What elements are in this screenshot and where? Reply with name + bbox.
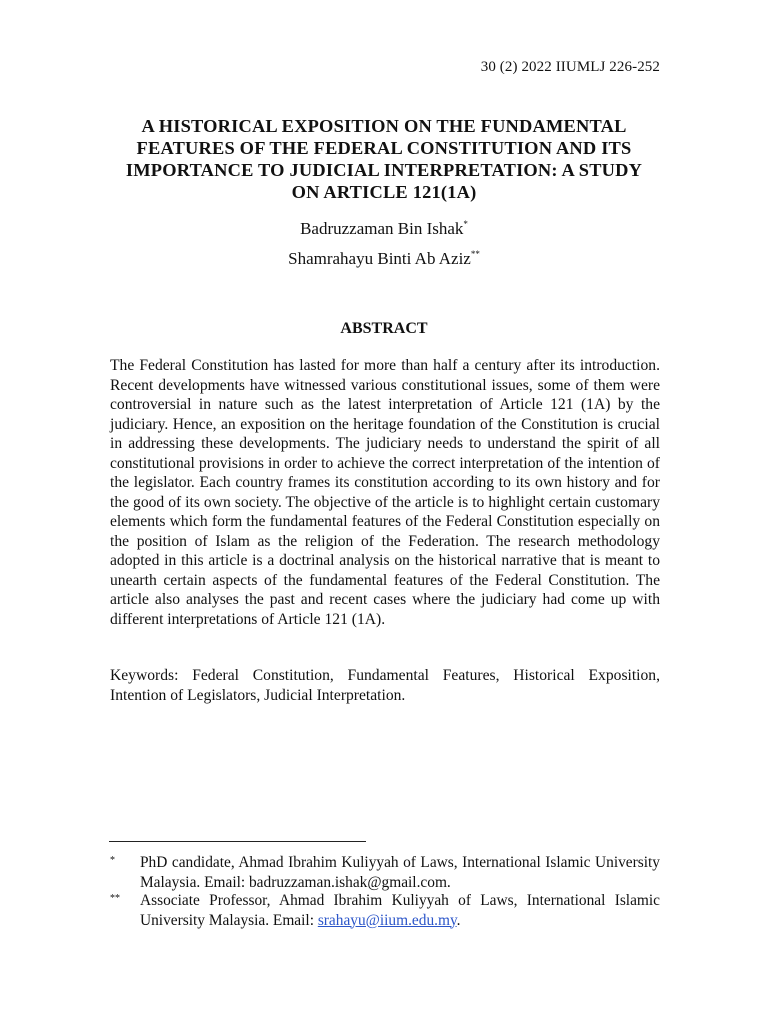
author-1 bbox=[0, 219, 768, 239]
article-title bbox=[100, 115, 668, 203]
author-footnote-mark: ** bbox=[470, 249, 480, 259]
title-line: ON ARTICLE 121(1A) bbox=[291, 182, 477, 202]
footnote-1 bbox=[110, 853, 660, 892]
footnote-mark: * bbox=[110, 855, 115, 866]
footnote-mark: ** bbox=[110, 893, 120, 904]
footnote-text bbox=[140, 891, 660, 930]
author-footnote-mark: * bbox=[463, 219, 468, 229]
title-line: IMPORTANCE TO JUDICIAL INTERPRETATION: A STUDY bbox=[125, 160, 643, 180]
abstract-heading: ABSTRACT bbox=[340, 320, 428, 337]
author-2 bbox=[0, 249, 768, 269]
author-name: Shamrahayu Binti Ab Aziz bbox=[288, 249, 471, 268]
author-name: Badruzzaman Bin Ishak bbox=[300, 219, 464, 238]
footnote-text-part: Associate Professor, Ahmad Ibrahim Kuliyyah of Laws, International Islamic University Malaysia. Email: bbox=[140, 892, 660, 929]
footnote-text: PhD candidate, Ahmad Ibrahim Kuliyyah of Laws, International Islamic University Malaysia. Email: badruzzaman.ishak@gmail.com. bbox=[140, 854, 660, 891]
journal-reference: 30 (2) 2022 IIUMLJ 226-252 bbox=[480, 59, 660, 75]
footnote-2 bbox=[110, 891, 660, 930]
title-line: FEATURES OF THE FEDERAL CONSTITUTION AND ITS bbox=[136, 138, 632, 158]
keywords: Keywords: Federal Constitution, Fundamental Features, Historical Exposition, Intention of Legislators, Judicial Interpretation. bbox=[110, 667, 660, 704]
abstract-body: The Federal Constitution has lasted for more than half a century after its introduction. Recent developments have witnessed various constitutional issues, some of them were controversial in nature such as the latest interpretation of Article 121 (1A) by the judiciary. Hence, an exposition on the heritage foundation of the Constitution is crucial in addressing these developments. The judiciary needs to understand the spirit of all constitutional provisions in order to achieve the correct interpretation of the intention of the legislator. Each country frames its constitution according to its own history and for the good of its own society. The objective of the article is to highlight certain customary elements which form the fundamental features of the Federal Constitution especially on the position of Islam as the religion of the Federation. The research methodology adopted in this article is a doctrinal analysis on the historical narrative that is meant to unearth certain aspects of the fundamental features of the Federal Constitution. The article also analyses the past and recent cases where the judiciary had come up with different interpretations of Article 121 (1A). bbox=[110, 357, 660, 628]
footnote-divider bbox=[109, 841, 366, 842]
email-link[interactable]: srahayu@iium.edu.my bbox=[317, 911, 457, 929]
title-line: A HISTORICAL EXPOSITION ON THE FUNDAMENTAL bbox=[141, 116, 627, 136]
footnote-text-end: . bbox=[456, 911, 461, 929]
